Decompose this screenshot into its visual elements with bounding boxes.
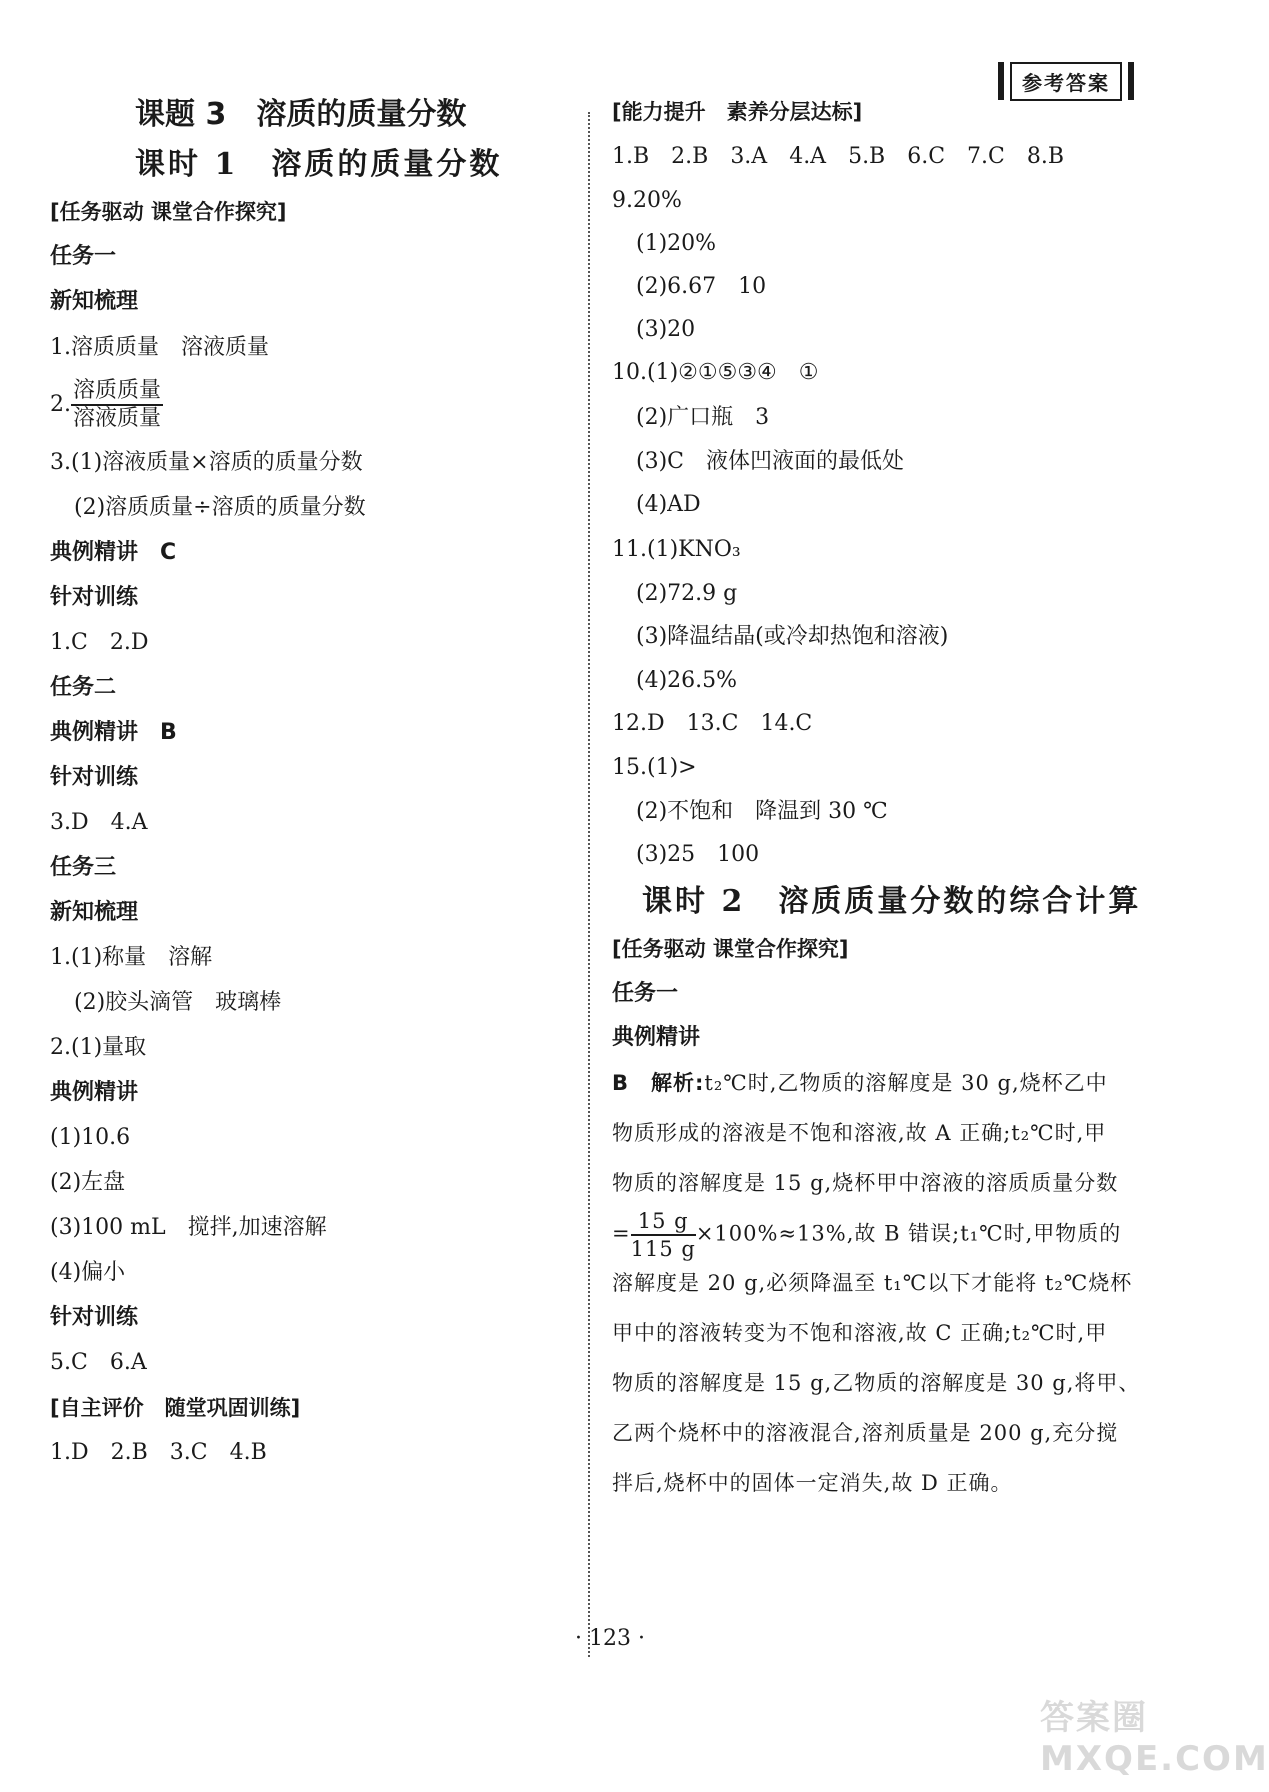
fraction-numerator: 溶质质量 — [71, 378, 163, 406]
fraction — [71, 378, 163, 432]
analysis-line: 甲中的溶液转变为不饱和溶液,故 C 正确;t₂℃时,甲 — [612, 1321, 1108, 1345]
fraction-numerator: 15 g — [631, 1208, 696, 1236]
analysis-label: B 解析: — [612, 1071, 705, 1095]
answer-line: (2)广口瓶 3 — [636, 405, 770, 430]
example-explanation-heading: 典例精讲 — [612, 1025, 701, 1050]
period-2-title: 课时 2 溶质质量分数的综合计算 — [642, 884, 1142, 919]
answer-line: (2)胶头滴管 玻璃棒 — [74, 990, 282, 1015]
new-knowledge-heading: 新知梳理 — [50, 900, 139, 925]
answer-line: (1)10.6 — [50, 1125, 131, 1150]
answer-line: (2)左盘 — [50, 1170, 126, 1195]
task-3-heading: 任务三 — [50, 855, 117, 880]
targeted-training-heading: 针对训练 — [50, 1305, 139, 1330]
targeted-training-heading: 针对训练 — [50, 765, 139, 790]
answer-line: 2.(1)量取 — [50, 1035, 147, 1060]
page-number: · 123 · — [575, 1626, 645, 1651]
fraction-denominator: 115 g — [630, 1237, 696, 1261]
answer-line: (3)C 液体凹液面的最低处 — [636, 449, 904, 474]
answer-line: 9.20% — [612, 188, 682, 213]
section-header-task-driven: [任务驱动 课堂合作探究] — [612, 937, 849, 961]
answer-line: 1.C 2.D — [50, 630, 149, 655]
answer-line: (3)降温结晶(或冷却热饱和溶液) — [636, 624, 949, 649]
answer-line: 15.(1)> — [612, 755, 697, 780]
example-explanation-heading: 典例精讲 B — [50, 720, 177, 745]
new-knowledge-heading: 新知梳理 — [50, 289, 139, 314]
analysis-line: 乙两个烧杯中的溶液混合,溶剂质量是 200 g,充分搅 — [612, 1421, 1119, 1445]
answer-line: (3)20 — [636, 317, 696, 342]
task-1-heading: 任务一 — [612, 981, 679, 1006]
answer-line: (4)26.5% — [636, 668, 738, 693]
example-explanation-heading: 典例精讲 — [50, 1080, 139, 1105]
equals-sign: = — [612, 1221, 631, 1246]
answer-line: (2)溶质质量÷溶质的质量分数 — [74, 495, 366, 520]
answer-line: (2)72.9 g — [636, 581, 738, 606]
analysis-line — [612, 1058, 1172, 1108]
answer-line: 3.D 4.A — [50, 810, 148, 835]
example-explanation-heading: 典例精讲 C — [50, 540, 177, 565]
section-header-task-driven: [任务驱动 课堂合作探究] — [50, 200, 287, 224]
answer-line: (3)25 100 — [636, 842, 760, 867]
analysis-text: t₂℃时,乙物质的溶解度是 30 g,烧杯乙中 — [704, 1071, 1108, 1095]
answer-line: (4)偏小 — [50, 1260, 126, 1285]
analysis-line: 拌后,烧杯中的固体一定消失,故 D 正确。 — [612, 1471, 1013, 1495]
answer-line: 3.(1)溶液质量×溶质的质量分数 — [50, 450, 363, 475]
answer-line: 10.(1)②①⑤③④ ① — [612, 360, 819, 385]
analysis-line: 物质的溶解度是 15 g,烧杯甲中溶液的溶质质量分数 — [612, 1171, 1119, 1195]
answer-line: (2)6.67 10 — [636, 274, 767, 299]
analysis-line: 物质的溶解度是 15 g,乙物质的溶解度是 30 g,将甲、 — [612, 1371, 1141, 1395]
answer-line: 11.(1)KNO₃ — [612, 537, 741, 562]
analysis-line: 溶解度是 20 g,必须降温至 t₁℃以下才能将 t₂℃烧杯 — [612, 1271, 1133, 1295]
answer-line: 1.D 2.B 3.C 4.B — [50, 1440, 267, 1465]
answer-fraction-line — [50, 378, 163, 432]
analysis-paragraph — [612, 1058, 1172, 1508]
section-header-self-evaluation: [自主评价 随堂巩固训练] — [50, 1396, 301, 1420]
reference-answer-badge: 参考答案 — [1010, 62, 1122, 101]
analysis-line: 物质形成的溶液是不饱和溶液,故 A 正确;t₂℃时,甲 — [612, 1121, 1107, 1145]
analysis-line-fraction — [612, 1208, 1172, 1261]
answer-line: 5.C 6.A — [50, 1350, 147, 1375]
task-1-heading: 任务一 — [50, 244, 117, 269]
answer-line: (1)20% — [636, 231, 717, 256]
fraction-denominator: 溶液质量 — [73, 406, 162, 431]
answer-line: (2)不饱和 降温到 30 ℃ — [636, 799, 888, 824]
answer-line: (4)AD — [636, 492, 701, 517]
answer-line: 1.(1)称量 溶解 — [50, 945, 213, 970]
analysis-text: ×100%≈13%,故 B 错误;t₁℃时,甲物质的 — [695, 1221, 1122, 1246]
answer-line: 12.D 13.C 14.C — [612, 711, 813, 736]
section-header-ability: [能力提升 素养分层达标] — [612, 100, 863, 124]
lesson-title: 课题 3 溶质的质量分数 — [135, 97, 467, 132]
period-1-title: 课时 1 溶质的质量分数 — [135, 147, 503, 182]
answer-prefix: 2. — [50, 392, 71, 417]
answer-line: 1.B 2.B 3.A 4.A 5.B 6.C 7.C 8.B — [612, 144, 1065, 169]
watermark-logo: 答案圈 MXQE.COM — [1040, 1698, 1269, 1779]
answer-line: (3)100 mL 搅拌,加速溶解 — [50, 1215, 327, 1240]
column-divider — [588, 112, 590, 1657]
answer-line: 1.溶质质量 溶液质量 — [50, 335, 269, 360]
fraction — [631, 1208, 696, 1262]
task-2-heading: 任务二 — [50, 675, 117, 700]
targeted-training-heading: 针对训练 — [50, 585, 139, 610]
